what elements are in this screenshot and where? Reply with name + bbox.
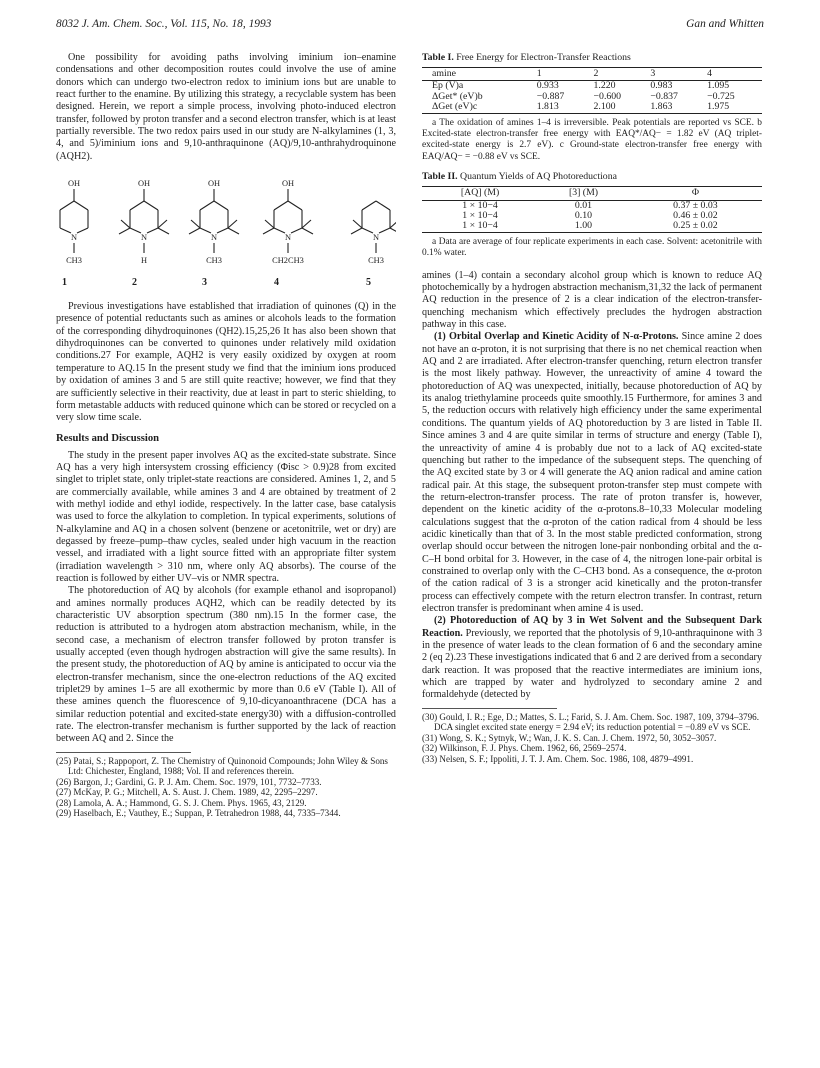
paragraph-text: Since amine 2 does not have an α-proton, it is not surprising that there is no net chemical reaction when AQ and 2 are irradiated. After electron-transfer quenching, return electron transfer is the most likely pathway. However, the unreactivity of amine 4 toward the photoreduction of AQ was unexpected, initially, because photoreduction of AQ by its analog triethylamine proceeds quite smoothly.15 Furthermore, for amines 3 and 5, the reduction occurs with relatively high efficiency under the same experimental conditions. The quantum yields of AQ photoreduction by 3 are listed in Table II. Since amines 3 and 4 are quite similar in terms of structure and energy (Table I), the unreactivity of amine 4 is probably due not to a lack of AQ excited-state quenching but rather to the impedance of the subsequent steps. The quenching of the AQ excited state by 3 or 4 will generate the AQ anion radical and amine cation radical pair. At this stage, the subsequent proton-transfer step must compete with the return-electron-transfer process. The rate of proton transfer is, however, dependent on the kinetic acidity of the α-protons.8–10,33 Molecular modeling calculations suggest that the α-proton of the cation radical from 4 should be less acidic kinetically than that of 3. In the most stable predicted conformation, strong overlap should occur between the nitrogen lone-pair nonbonding orbital and the α-C–H bond orbital for 3. However, in the case of 4, the nitrogen lone-pair orbital is constrained to overlap only with the C–CH3 bond. As a consequence, the α-proton of the cation radical of 3 is a stronger acid kinetically and the proton-transfer process can effectively compete with the return electron transfer. In contrast, return electron transfer is predominant when amine 4 is used. [422,331,762,614]
methyl-bond [263,228,274,234]
table-1-header: 1 [535,68,592,81]
ring-bond [291,228,302,233]
methyl-bond [228,228,239,234]
ring-bond [288,201,302,210]
table-2-label: Table II. [422,171,458,183]
body-paragraph [422,615,762,701]
table-cell: 1.863 [650,101,673,113]
table-cell: 1 × 10−4 [462,220,498,232]
structure-label-3: 3 [202,277,207,289]
table-2-header: Φ [629,187,762,200]
table-row [422,221,762,232]
ring-bond [200,228,211,233]
table-2-header: [AQ] (M) [422,187,538,200]
n-substituent-label: CH2CH3 [272,256,304,266]
table-2-footnote: a Data are average of four replicate experiments in each case. Solvent: acetonitrile with 0.1% water. [422,236,762,259]
subsection-heading: (1) Orbital Overlap and Kinetic Acidity of N-α-Protons. [434,331,679,343]
reference-30: (30) Gould, I. R.; Ege, D.; Mattes, S. L.; Farid, S. J. Am. Chem. Soc. 1987, 109, 3794–3796. DCA singlet excited state energy = 2.94 eV; its reduction potential = −0.89 eV vs SCE. [422,711,759,733]
reference-33: (33) Nelsen, S. F.; Ippoliti, J. T. J. Am. Chem. Soc. 1986, 108, 4879–4991. [422,753,694,764]
journal-citation: 8032 J. Am. Chem. Soc., Vol. 115, No. 18, 1993 [56,18,272,30]
table-cell: 0.983 [650,80,673,92]
table-cell: 1.975 [707,101,730,113]
nitrogen-atom-label: N [372,233,380,243]
oh-group-label: OH [281,179,295,189]
methyl-bond [265,220,274,228]
table-cell: ΔGet* (eV)b [432,90,483,102]
reference-29: (29) Haselbach, E.; Vauthey, E.; Suppan, P. Tetrahedron 1988, 44, 7335–7344. [56,808,341,819]
table-cell: 1 × 10−4 [462,210,498,222]
ring-bond [130,228,141,233]
page-header [56,18,764,36]
table-2-title: Quantum Yields of AQ Photoreductiona [460,171,617,183]
ring-bond [130,201,144,210]
table-1-header: 4 [705,68,762,81]
ring-bond [217,228,228,233]
table-cell: Ep (V)a [432,80,464,92]
table-cell: −0.887 [536,90,565,102]
table-row [422,102,762,113]
methyl-bond [228,220,237,228]
methyl-bond [119,228,130,234]
section-heading: Results and Discussion [56,432,160,444]
paragraph-text: Previously, we reported that the photolysis of 9,10-anthraquinone with 3 in the presence of water leads to the clean formation of 6 and the secondary amine 2 (eq 2).23 These investigations indicated that 6 and 2 are derived from a secondary dark reaction. It was proposed that the reactive intermediates are iminium ions, which are trapped by water and hydrolyzed to secondary amine 2 and formaldehyde (detected by [422,627,763,701]
oh-group-label: OH [137,179,151,189]
ring-bond [362,228,373,233]
n-substituent-label: CH3 [206,256,222,266]
table-cell: 1 × 10−4 [462,199,498,211]
ring-bond [362,201,376,210]
n-substituent-label: CH3 [66,256,82,266]
table-1-footnote: a The oxidation of amines 1–4 is irreversible. Peak potentials are reported vs SCE. b Excited-state electron-transfer free energy with EAQ*/AQ− = 1.82 eV (AQ triplet-excited-state energy is 2.7 eV). c Ground-state electron-transfer free energy with EAQ/AQ− = −0.88 eV vs SCE. [422,117,762,162]
nitrogen-atom-label: N [210,233,218,243]
methyl-bond [158,228,169,234]
ring-bond [144,201,158,210]
reference-25: (25) Patai, S.; Rappoport, Z. The Chemistry of Quinonoid Compounds; John Wiley & Sons Ltd: Chichester, England, 1988; Vol. II and references therein. [56,755,388,777]
table-cell: 2.100 [593,101,616,113]
reference-32: (32) Wilkinson, F. J. Phys. Chem. 1962, 66, 2569–2574. [422,743,627,754]
right-column [422,52,762,764]
table-2-header: [3] (M) [538,187,629,200]
table-1-header: 2 [592,68,649,81]
table-cell: −0.725 [707,90,735,102]
methyl-bond [390,228,396,234]
body-paragraph: The study in the present paper involves AQ as the excited-state substrate. Since AQ has a very high intersystem crossing efficiency (Φisc > 0.9)28 from excited singlet to triplet state, only triplet-state reactions are considered. Amines 1, 2, and 5 are commercially available, while amines 3 and 4 are obtained by treatment of 2 with methyl iodide and ethyl iodide, respectively. In the latter case, base catalysis was used to force the alkylation to completion. In typical experiments, solutions of N-alkylamine and AQ in a chosen solvent (benzene or acetonitrile, wet or dry) are degassed by freeze–pump–thaw cycles, sealed under high vacuum in the reaction vessel, and irradiated with a light source fitted with an appropriate filter system (irradiation wavelength > 310 nm, where only AQ absorbs). The course of the reaction is followed by either UV–vis or NMR spectra. [56,449,396,584]
reference-31: (31) Wong, S. K.; Sytnyk, W.; Wan, J. K. S. Can. J. Chem. 1972, 50, 3052–3057. [422,732,717,743]
nitrogen-atom-label: N [140,233,148,243]
reference-26: (26) Bargon, J.; Gardini, G. P. J. Am. Chem. Soc. 1979, 101, 7732–7733. [56,776,322,787]
ring-bond [274,228,285,233]
table-cell: 1.095 [707,80,730,92]
oh-group-label: OH [67,179,81,189]
methyl-bond [191,220,200,228]
table-1-header: amine [422,68,535,81]
ring-bond [200,201,214,210]
n-substituent-label: H [140,256,148,266]
reference-28: (28) Lamola, A. A.; Hammond, G. S. J. Chem. Phys. 1965, 43, 2129. [56,797,307,808]
ring-bond [147,228,158,233]
n-substituent-label: CH3 [368,256,384,266]
table-cell: 0.10 [574,210,593,222]
table-cell: 1.00 [574,220,593,232]
methyl-bond [121,220,130,228]
left-column [56,52,396,819]
table-cell: ΔGet (eV)c [432,101,478,113]
structure-label-5: 5 [366,277,371,289]
table-1-label: Table I. [422,52,454,63]
methyl-bond [351,228,362,234]
nitrogen-atom-label: N [70,233,78,243]
ring-bond [274,201,288,210]
subsection-heading: (2) Photoreduction of AQ by 3 in Wet Solvent and the Subsequent Dark Reaction. [422,615,762,639]
table-cell: 0.46 ± 0.02 [673,210,718,222]
ring-bond [60,201,74,210]
footnote-rule [422,708,557,709]
structure-label-4: 4 [274,277,279,289]
structure-label-2: 2 [132,277,137,289]
body-paragraph: amines (1–4) contain a secondary alcohol group which is known to reduce AQ photochemically by a hydrogen abstraction mechanism,31,32 the lack of permanent AQ reduction in the presence of 2 is a clear indication of the electron-transfer-quenching mechanism which effectively precludes the hydrogen abstraction pathway in this case. [422,269,762,331]
ring-bond [77,228,88,233]
table-1-header: 3 [648,68,705,81]
table-cell: 0.933 [536,80,559,92]
reference-27: (27) McKay, P. G.; Mitchell, A. S. Aust. J. Chem. 1989, 42, 2295–2297. [56,787,318,798]
table-cell: −0.600 [593,90,622,102]
methyl-bond [158,220,167,228]
table-cell: 0.25 ± 0.02 [673,220,718,232]
table-cell: 0.01 [574,199,593,211]
table-2-caption [422,171,762,183]
methyl-bond [302,220,311,228]
body-paragraph: The photoreduction of AQ by alcohols (for example ethanol and isopropanol) and amines normally produces AQH2, which can be readily detected by its characteristic UV absorption spectrum (380 nm).15 In the former case, the reduction is attributed to a hydrogen atom abstraction mechanism, while, in the second case, a mechanism of electron transfer followed by proton transfer is usually accepted (even though hydrogen abstraction will give the same results). In the present study, the photoreduction of AQ by amine is anticipated to occur via the electron-transfer mechanism, since the one-electron reductions of the AQ excited triplet29 by amines 1–5 are all exothermic by more than 0.6 eV (Table I). All of these amines quench the fluorescence of 9,10-dicyanoanthracene (DCA has a similar reduction potential and excited-state energy30) with a diffusion-controlled rate. The electron-transfer mechanism is further supported by the lack of reaction between AQ and 2. Since the [56,585,396,745]
ring-bond [214,201,228,210]
table-1-caption [422,52,762,64]
oh-group-label: OH [207,179,221,189]
table-1 [422,67,762,114]
body-paragraph [422,331,762,615]
ring-bond [379,228,390,233]
methyl-bond [353,220,362,228]
intro-paragraph: One possibility for avoiding paths involving iminium ion–enamine condensations and other decomposition routes could involve the use of amine donors which can undergo two-electron redox to iminium ions but are unable to react further to the enamine. By utilizing this strategy, a recyclable system has been designed. Herein, we report a simple process, involving photo-induced electron transfer, followed by proton transfer and a second electron transfer, which is at least partially reversible. The two redox pairs used in our study are N-alkylamines (1, 3, 4, and 5)/iminium ions and 9,10-anthraquinone (AQ)/9,10-anthrahydroquinone (AQH2). [56,52,396,162]
nitrogen-atom-label: N [284,233,292,243]
running-authors: Gan and Whitten [686,18,764,30]
table-cell: 1.813 [536,101,559,113]
amine-structures-drawing [56,173,396,277]
ring-bond [74,201,88,210]
table-cell: 0.37 ± 0.03 [673,199,718,211]
footnote-rule [56,752,191,753]
table-1-title: Free Energy for Electron-Transfer Reactions [456,52,631,63]
methyl-bond [302,228,313,234]
structure-label-1: 1 [62,277,67,289]
ring-bond [60,228,71,233]
methyl-bond [390,220,396,228]
table-cell: −0.837 [650,90,678,102]
ring-bond [376,201,390,210]
body-paragraph: Previous investigations have established that irradiation of quinones (Q) in the presence of potential reductants such as amines or alcohols leads to the formation of the corresponding dihydroquinones (QH2).15,25,26 It has also been shown that dihydroquinones can be converted to quinones under relatively mild oxidation conditions.27 For example, AQH2 is very easily oxidized by oxygen at room temperature to AQ.15 In the present study we find that the iminium ions produced by oxidation of amines 3 and 5 are still quite reactive; however, we find that they are sufficiently selective in their reactivity, due at least in part to steric shielding, to form metastable adducts with reduced quinone which can be stored or recycled on a very slow time scale. [56,301,396,424]
table-2 [422,186,762,233]
amine-structures-figure [56,173,396,293]
table-cell: 1.220 [593,80,616,92]
methyl-bond [189,228,200,234]
